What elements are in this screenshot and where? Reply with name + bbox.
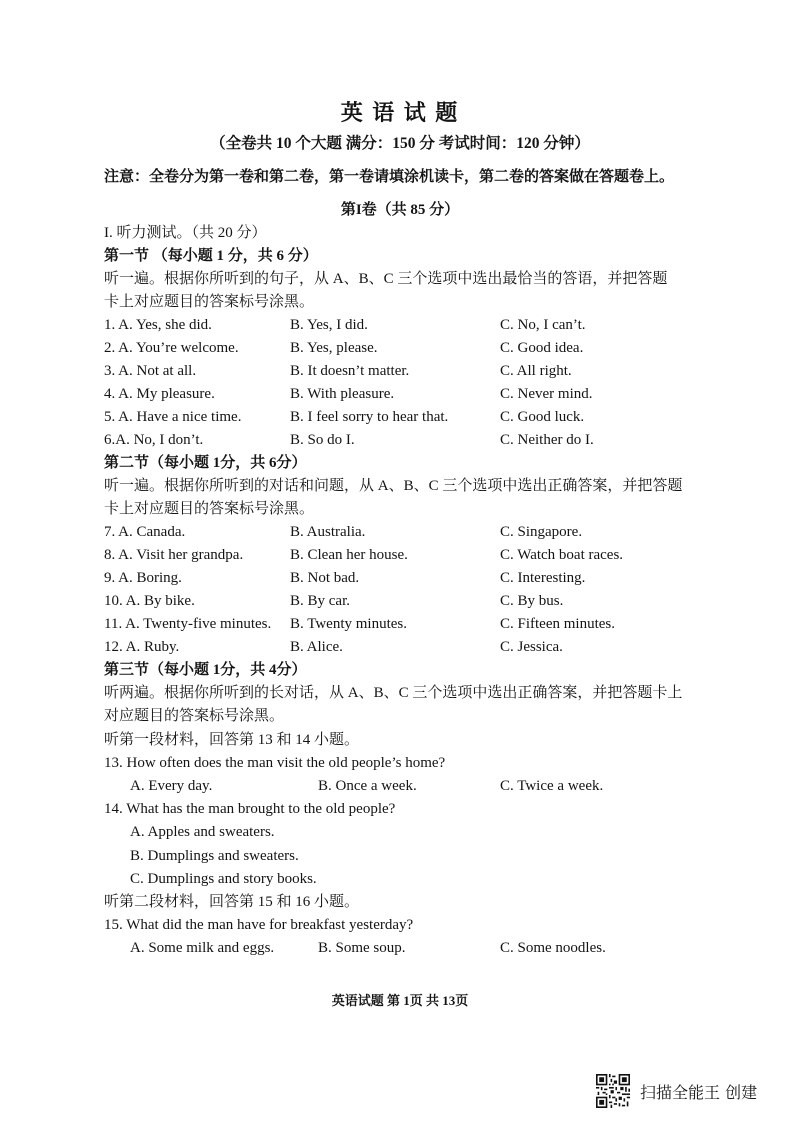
question-row [0,361,794,381]
option-a: 9. A. Boring. [104,570,182,586]
option-b: B. Some soup. [318,940,406,956]
option-c: C. Singapore. [500,524,583,540]
volume-heading: 第I卷（共 85 分） [340,202,460,218]
exam-notice: 注意：全卷分为第一卷和第二卷，第一卷请填涂机读卡，第二卷的答案做在答题卷上。 [104,169,675,185]
page-footer: 英语试题 第 1页 共 13页 [331,993,469,1008]
question-options-row [0,776,794,796]
option-a: A. Every day. [130,778,213,794]
instruction-line: 听一遍。根据你所听到的对话和问题，从 A、B、C 三个选项中选出正确答案，并把答题 [104,478,683,494]
option-c: C. Good luck. [500,409,585,425]
question-row [0,384,794,404]
option-b: B. Yes, please. [290,340,378,356]
question-stem: 14. What has the man brought to the old people? [104,801,396,817]
option-b: B. Dumplings and sweaters. [130,848,299,864]
option-b: B. Alice. [290,639,343,655]
question-stem: 15. What did the man have for breakfast yesterday? [104,917,414,933]
option-b: B. Clean her house. [290,547,408,563]
option-c: C. Interesting. [500,570,586,586]
option-b: B. With pleasure. [290,386,395,402]
option-c: C. No, I can’t. [500,317,586,333]
option-c: C. All right. [500,363,572,379]
option-b: B. Twenty minutes. [290,616,408,632]
material-intro: 听第一段材料，回答第 13 和 14 小题。 [104,732,360,748]
option-a: 10. A. By bike. [104,593,195,609]
question-options-row [0,938,794,958]
question-stem: 13. How often does the man visit the old people’s home? [104,755,446,771]
option-b: B. Yes, I did. [290,317,368,333]
option-c: C. Twice a week. [500,778,604,794]
question-row [0,545,794,565]
question-row [0,430,794,450]
instruction-line: 卡上对应题目的答案标号涂黑。 [104,294,315,310]
question-row [0,338,794,358]
question-row [0,637,794,657]
option-c: C. By bus. [500,593,564,609]
page-title: 英 语 试 题 [340,100,460,125]
qr-code-icon [596,1074,630,1108]
material-intro: 听第二段材料，回答第 15 和 16 小题。 [104,894,360,910]
exam-subtitle: （全卷共 10 个大题 满分：150 分 考试时间：120 分钟） [210,135,590,152]
option-c: C. Fifteen minutes. [500,616,615,632]
section-heading-3: 第三节（每小题 1分，共 4分） [104,662,307,678]
part-heading-listening: I. 听力测试。（共 20 分） [104,225,267,241]
option-c: C. Jessica. [500,639,563,655]
option-a: 2. A. You’re welcome. [104,340,239,356]
question-row [0,407,794,427]
option-a: 7. A. Canada. [104,524,186,540]
option-b: B. Australia. [290,524,366,540]
option-b: B. I feel sorry to hear that. [290,409,449,425]
question-row [0,568,794,588]
section-heading-2: 第二节（每小题 1分，共 6分） [104,455,307,471]
option-a: 1. A. Yes, she did. [104,317,212,333]
instruction-line: 卡上对应题目的答案标号涂黑。 [104,501,315,517]
option-c: C. Never mind. [500,386,593,402]
question-row [0,614,794,634]
option-a: 11. A. Twenty-five minutes. [104,616,272,632]
option-c: C. Watch boat races. [500,547,624,563]
option-c: C. Good idea. [500,340,584,356]
question-row [0,522,794,542]
option-c: C. Dumplings and story books. [130,871,317,887]
option-c: C. Some noodles. [500,940,606,956]
option-a: 3. A. Not at all. [104,363,197,379]
section-heading-1: 第一节 （每小题 1 分，共 6 分） [104,248,318,264]
option-b: B. Not bad. [290,570,360,586]
option-b: B. So do I. [290,432,355,448]
option-a: A. Some milk and eggs. [130,940,275,956]
instruction-line: 对应题目的答案标号涂黑。 [104,708,285,724]
question-row [0,591,794,611]
instruction-line: 听一遍。根据你所听到的句子，从 A、B、C 三个选项中选出最恰当的答语，并把答题 [104,271,668,287]
instruction-line: 听两遍。根据你所听到的长对话，从 A、B、C 三个选项中选出正确答案，并把答题卡上 [104,685,683,701]
option-a: 5. A. Have a nice time. [104,409,242,425]
scanner-watermark: 扫描全能王 创建 [640,1083,758,1102]
option-b: B. Once a week. [318,778,417,794]
option-a: 6.A. No, I don’t. [104,432,204,448]
option-a: 8. A. Visit her grandpa. [104,547,244,563]
option-b: B. By car. [290,593,350,609]
option-a: A. Apples and sweaters. [130,824,275,840]
option-a: 4. A. My pleasure. [104,386,215,402]
question-row [0,315,794,335]
option-c: C. Neither do I. [500,432,594,448]
option-b: B. It doesn’t matter. [290,363,410,379]
option-a: 12. A. Ruby. [104,639,180,655]
